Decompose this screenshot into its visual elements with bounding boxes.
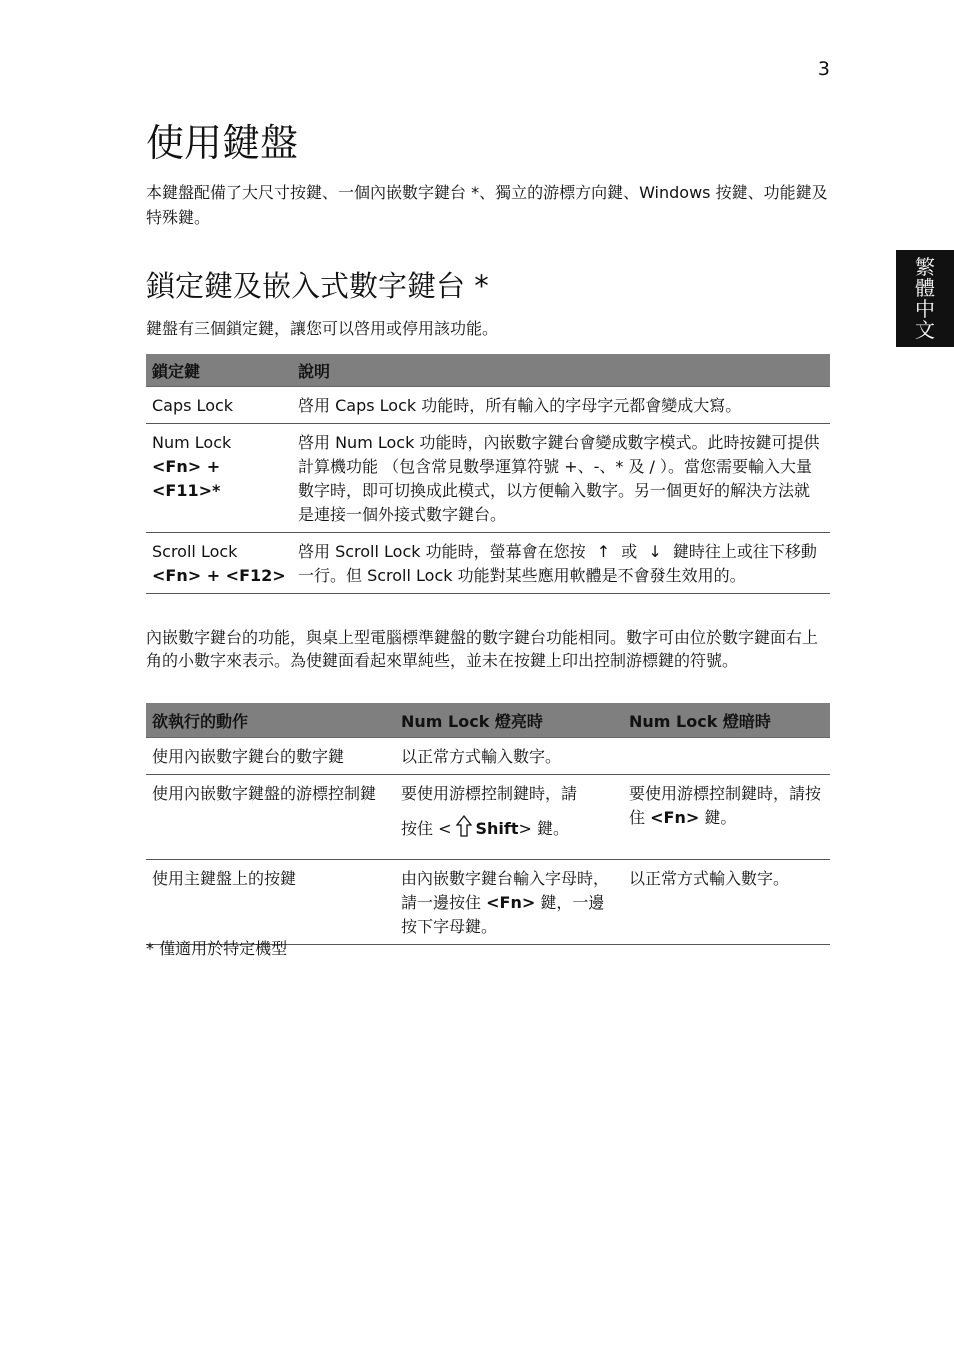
intro-paragraph: 本鍵盤配備了大尺寸按鍵、一個內嵌數字鍵台 *、獨立的游標方向鍵、Windows 按鍵、功能鍵及特殊鍵。 — [146, 183, 828, 227]
action-cell: 使用內嵌數字鍵台的數字鍵 — [146, 738, 395, 775]
description-text: 鍵時往上或往下移動一行。但 Scroll Lock 功能對某些應用軟體是不會發生效用的。 — [298, 542, 817, 585]
key-cell — [146, 387, 292, 424]
footnote: * 僅適用於特定機型 — [146, 939, 288, 958]
table-row — [146, 775, 830, 860]
table-row — [146, 387, 830, 424]
column-header-numlock-off: Num Lock 燈暗時 — [623, 703, 830, 738]
numlock-off-cell — [623, 738, 830, 775]
cell-text: 要使用游標控制鍵時，請 — [401, 784, 578, 803]
key-combo: <Fn> + <F11>* — [152, 457, 221, 500]
description-text: 啓用 Scroll Lock 功能時，螢幕會在您按 — [298, 542, 586, 561]
page-number: 3 — [817, 58, 830, 80]
cell-text: 要使用游標控制鍵時，請按住 — [629, 784, 822, 827]
lock-keys-table — [146, 354, 830, 594]
numlock-on-cell: 以正常方式輸入數字。 — [395, 738, 623, 775]
table-header-row — [146, 354, 830, 387]
column-header-action: 欲執行的動作 — [146, 703, 395, 738]
shift-key-icon — [455, 814, 473, 845]
key-cell — [146, 424, 292, 533]
section-intro: 鍵盤有三個鎖定鍵，讓您可以啓用或停用該功能。 — [146, 319, 499, 338]
cell-text: > 鍵。 — [518, 819, 570, 838]
numpad-table — [146, 703, 830, 945]
key-combo: <Fn> + <F12> — [152, 566, 286, 585]
table-row — [146, 424, 830, 533]
description-cell: 啓用 Caps Lock 功能時，所有輸入的字母字元都會變成大寫。 — [292, 387, 830, 424]
cell-text: 按住 < — [401, 819, 452, 838]
key-name: Scroll Lock — [152, 542, 238, 561]
numlock-on-cell — [395, 775, 623, 860]
fn-key-label: <Fn> — [486, 893, 536, 912]
language-tab-char: 繁 — [915, 254, 935, 279]
description-cell: 啓用 Num Lock 功能時，內嵌數字鍵台會變成數字模式。此時按鍵可提供計算機功能 （包含常見數學運算符號 +、-、* 及 / ）。當您需要輸入大量數字時，即可切換成此模式，以方便輸入數字。另一個更好的解決方法就是連接一個外接式數字鍵台。 — [292, 424, 830, 533]
language-tab-char: 中 — [915, 296, 935, 321]
cell-line — [401, 814, 617, 845]
cell-text: 鍵，一邊按下字母鍵。 — [401, 893, 605, 936]
language-tab-char: 體 — [915, 275, 935, 300]
cell-text: 由內嵌數字鍵台輸入字母時，請一邊按住 — [401, 869, 610, 912]
numlock-on-cell — [395, 860, 623, 945]
down-arrow-icon: ↓ — [648, 542, 662, 561]
table-header-row — [146, 703, 830, 738]
table-row — [146, 738, 830, 775]
numlock-off-cell: 以正常方式輸入數字。 — [623, 860, 830, 945]
key-name: Caps Lock — [152, 396, 234, 415]
numpad-paragraph: 內嵌數字鍵台的功能，與桌上型電腦標準鍵盤的數字鍵台功能相同。數字可由位於數字鍵面右上角的小數字來表示。為使鍵面看起來單純些，並未在按鍵上印出控制游標鍵的符號。 — [146, 628, 819, 670]
language-tab — [896, 250, 954, 347]
up-arrow-icon: ↑ — [596, 542, 611, 561]
action-cell: 使用主鍵盤上的按鍵 — [146, 860, 395, 945]
column-header-description: 說明 — [292, 354, 830, 387]
table-row — [146, 860, 830, 945]
shift-key-label: Shift — [475, 819, 519, 838]
page-title: 使用鍵盤 — [146, 121, 299, 165]
column-header-lock-key: 鎖定鍵 — [146, 354, 292, 387]
cell-text: 鍵。 — [704, 808, 737, 827]
key-cell — [146, 533, 292, 594]
action-cell: 使用內嵌數字鍵盤的游標控制鍵 — [146, 775, 395, 860]
description-cell — [292, 533, 830, 594]
fn-key-label: <Fn> — [650, 808, 700, 827]
description-text: 或 — [621, 542, 638, 561]
numlock-off-cell — [623, 775, 830, 860]
language-tab-char: 文 — [915, 317, 935, 342]
column-header-numlock-on: Num Lock 燈亮時 — [395, 703, 623, 738]
section-title: 鎖定鍵及嵌入式數字鍵台 * — [146, 269, 489, 303]
table-row — [146, 533, 830, 594]
key-name: Num Lock — [152, 433, 232, 452]
